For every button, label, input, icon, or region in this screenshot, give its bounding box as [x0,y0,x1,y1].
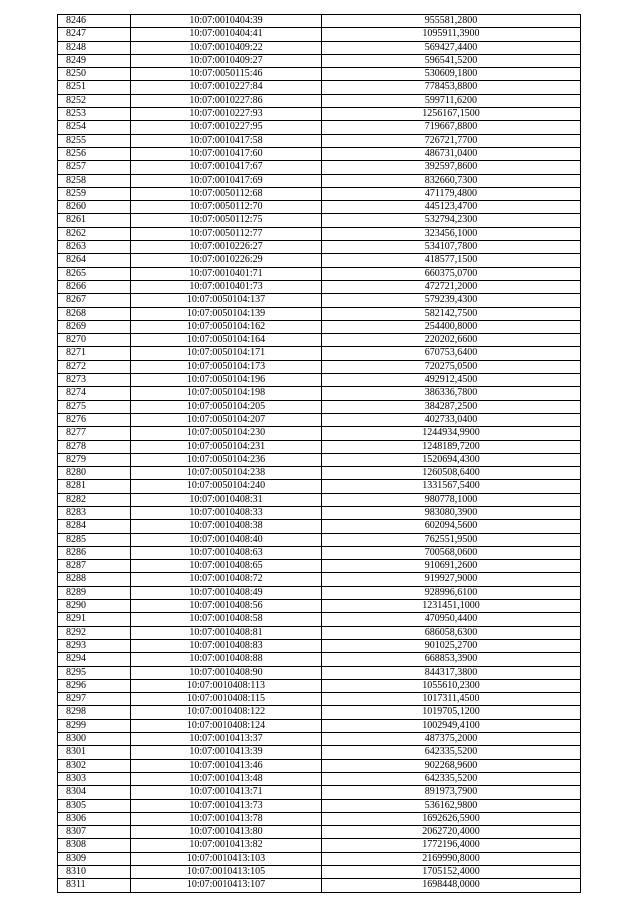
cadastral-number-cell: 10:07:0010413:48 [131,772,322,785]
cadastral-number-cell: 10:07:0010408:122 [131,706,322,719]
cadastral-value-cell: 254400,8000 [322,320,581,333]
table-row [58,467,581,480]
cadastral-value-cell: 762551,9500 [322,533,581,546]
cadastral-number-cell: 10:07:0010408:56 [131,600,322,613]
table-row [58,147,581,160]
row-number-cell: 8280 [58,467,131,480]
row-number-cell: 8257 [58,161,131,174]
cadastral-number-cell: 10:07:0010408:115 [131,693,322,706]
cadastral-number-cell: 10:07:0050104:240 [131,480,322,493]
row-number-cell: 8249 [58,54,131,67]
table-row [58,387,581,400]
row-number-cell: 8265 [58,267,131,280]
table-row [58,733,581,746]
row-number-cell: 8256 [58,147,131,160]
cadastral-number-cell: 10:07:0010413:107 [131,879,322,892]
cadastral-value-cell: 1231451,1000 [322,600,581,613]
cadastral-number-cell: 10:07:0010226:29 [131,254,322,267]
row-number-cell: 8255 [58,134,131,147]
cadastral-value-cell: 668853,3900 [322,653,581,666]
cadastral-number-cell: 10:07:0050104:205 [131,400,322,413]
table-row [58,241,581,254]
cadastral-value-cell: 445123,4700 [322,201,581,214]
cadastral-number-cell: 10:07:0010408:31 [131,493,322,506]
table-row [58,280,581,293]
table-row [58,826,581,839]
table-row [58,294,581,307]
row-number-cell: 8262 [58,227,131,240]
row-number-cell: 8297 [58,693,131,706]
row-number-cell: 8311 [58,879,131,892]
table-row [58,174,581,187]
row-number-cell: 8291 [58,613,131,626]
cadastral-value-cell: 1698448,0000 [322,879,581,892]
row-number-cell: 8273 [58,374,131,387]
cadastral-number-cell: 10:07:0010408:124 [131,719,322,732]
row-number-cell: 8299 [58,719,131,732]
cadastral-number-cell: 10:07:0010413:105 [131,866,322,879]
table-body [58,15,581,893]
row-number-cell: 8306 [58,812,131,825]
row-number-cell: 8289 [58,586,131,599]
cadastral-value-cell: 384287,2500 [322,400,581,413]
row-number-cell: 8295 [58,666,131,679]
row-number-cell: 8294 [58,653,131,666]
cadastral-number-cell: 10:07:0010409:27 [131,54,322,67]
cadastral-number-cell: 10:07:0010404:41 [131,28,322,41]
table-row [58,427,581,440]
row-number-cell: 8254 [58,121,131,134]
row-number-cell: 8282 [58,493,131,506]
table-row [58,54,581,67]
cadastral-number-cell: 10:07:0050104:137 [131,294,322,307]
cadastral-value-cell: 642335,5200 [322,772,581,785]
cadastral-value-cell: 778453,8800 [322,81,581,94]
cadastral-number-cell: 10:07:0010417:69 [131,174,322,187]
cadastral-value-cell: 686058,6300 [322,626,581,639]
cadastral-number-cell: 10:07:0050115:46 [131,68,322,81]
table-row [58,267,581,280]
cadastral-number-cell: 10:07:0050104:207 [131,413,322,426]
table-row [58,81,581,94]
row-number-cell: 8264 [58,254,131,267]
table-row [58,413,581,426]
cadastral-value-cell: 980778,1000 [322,493,581,506]
row-number-cell: 8286 [58,546,131,559]
cadastral-number-cell: 10:07:0050104:173 [131,360,322,373]
cadastral-number-cell: 10:07:0050104:171 [131,347,322,360]
cadastral-number-cell: 10:07:0010408:83 [131,639,322,652]
cadastral-value-cell: 844317,3800 [322,666,581,679]
cadastral-number-cell: 10:07:0010404:39 [131,15,322,28]
row-number-cell: 8307 [58,826,131,839]
cadastral-number-cell: 10:07:0010413:103 [131,852,322,865]
cadastral-value-cell: 1331567,5400 [322,480,581,493]
cadastral-number-cell: 10:07:0050104:196 [131,374,322,387]
table-row [58,41,581,54]
table-row [58,227,581,240]
cadastral-value-cell: 1055610,2300 [322,679,581,692]
cadastral-number-cell: 10:07:0050104:230 [131,427,322,440]
table-row [58,453,581,466]
table-row [58,653,581,666]
cadastral-number-cell: 10:07:0010413:82 [131,839,322,852]
table-row [58,600,581,613]
cadastral-value-cell: 910691,2600 [322,560,581,573]
cadastral-value-cell: 832660,7300 [322,174,581,187]
table-row [58,866,581,879]
cadastral-value-cell: 1095911,3900 [322,28,581,41]
cadastral-value-cell: 1002949,4100 [322,719,581,732]
table-row [58,201,581,214]
row-number-cell: 8246 [58,15,131,28]
table-row [58,187,581,200]
cadastral-value-cell: 1520694,4300 [322,453,581,466]
row-number-cell: 8290 [58,600,131,613]
cadastral-value-cell: 602094,5600 [322,520,581,533]
row-number-cell: 8261 [58,214,131,227]
cadastral-value-cell: 582142,7500 [322,307,581,320]
row-number-cell: 8300 [58,733,131,746]
table-row [58,360,581,373]
cadastral-value-cell: 891973,7900 [322,786,581,799]
cadastral-number-cell: 10:07:0010401:71 [131,267,322,280]
cadastral-value-cell: 2169990,8000 [322,852,581,865]
cadastral-value-cell: 471179,4800 [322,187,581,200]
table-row [58,679,581,692]
cadastral-number-cell: 10:07:0010226:27 [131,241,322,254]
table-row [58,214,581,227]
cadastral-number-cell: 10:07:0010408:38 [131,520,322,533]
row-number-cell: 8288 [58,573,131,586]
cadastral-value-cell: 2062720,4000 [322,826,581,839]
cadastral-value-cell: 660375,0700 [322,267,581,280]
cadastral-number-cell: 10:07:0050112:68 [131,187,322,200]
cadastral-value-cell: 418577,1500 [322,254,581,267]
cadastral-number-cell: 10:07:0010408:33 [131,506,322,519]
cadastral-number-cell: 10:07:0010413:80 [131,826,322,839]
table-row [58,746,581,759]
table-row [58,613,581,626]
cadastral-value-cell: 726721,7700 [322,134,581,147]
row-number-cell: 8298 [58,706,131,719]
row-number-cell: 8259 [58,187,131,200]
cadastral-value-table [57,14,581,893]
table-row [58,506,581,519]
cadastral-number-cell: 10:07:0010413:78 [131,812,322,825]
table-row [58,68,581,81]
table-row [58,121,581,134]
row-number-cell: 8301 [58,746,131,759]
table-row [58,786,581,799]
cadastral-number-cell: 10:07:0010413:39 [131,746,322,759]
cadastral-value-cell: 487375,2000 [322,733,581,746]
table-row [58,639,581,652]
row-number-cell: 8250 [58,68,131,81]
cadastral-value-cell: 955581,2800 [322,15,581,28]
table-row [58,626,581,639]
table-row [58,161,581,174]
table-row [58,520,581,533]
row-number-cell: 8271 [58,347,131,360]
table-row [58,307,581,320]
row-number-cell: 8303 [58,772,131,785]
row-number-cell: 8253 [58,108,131,121]
cadastral-value-cell: 642335,5200 [322,746,581,759]
cadastral-number-cell: 10:07:0010409:22 [131,41,322,54]
table-row [58,560,581,573]
cadastral-number-cell: 10:07:0010413:46 [131,759,322,772]
cadastral-number-cell: 10:07:0010408:81 [131,626,322,639]
cadastral-number-cell: 10:07:0010408:65 [131,560,322,573]
table-row [58,400,581,413]
row-number-cell: 8304 [58,786,131,799]
table-row [58,719,581,732]
table-row [58,533,581,546]
row-number-cell: 8251 [58,81,131,94]
table-row [58,666,581,679]
table-row [58,839,581,852]
row-number-cell: 8247 [58,28,131,41]
cadastral-number-cell: 10:07:0010417:67 [131,161,322,174]
cadastral-number-cell: 10:07:0050104:236 [131,453,322,466]
row-number-cell: 8260 [58,201,131,214]
cadastral-value-cell: 579239,4300 [322,294,581,307]
cadastral-value-cell: 532794,2300 [322,214,581,227]
row-number-cell: 8308 [58,839,131,852]
table-row [58,334,581,347]
table-row [58,493,581,506]
table-row [58,812,581,825]
row-number-cell: 8272 [58,360,131,373]
cadastral-number-cell: 10:07:0010408:72 [131,573,322,586]
cadastral-number-cell: 10:07:0050104:231 [131,440,322,453]
cadastral-value-cell: 472721,2000 [322,280,581,293]
cadastral-number-cell: 10:07:0010401:73 [131,280,322,293]
table-row [58,94,581,107]
cadastral-value-cell: 700568,0600 [322,546,581,559]
cadastral-value-cell: 919927,9000 [322,573,581,586]
cadastral-value-cell: 1017311,4500 [322,693,581,706]
table-row [58,546,581,559]
cadastral-value-cell: 1256167,1500 [322,108,581,121]
row-number-cell: 8302 [58,759,131,772]
row-number-cell: 8292 [58,626,131,639]
row-number-cell: 8296 [58,679,131,692]
row-number-cell: 8305 [58,799,131,812]
cadastral-value-cell: 1705152,4000 [322,866,581,879]
cadastral-value-cell: 1772196,4000 [322,839,581,852]
table-row [58,852,581,865]
cadastral-value-cell: 596541,5200 [322,54,581,67]
cadastral-value-cell: 1692626,5900 [322,812,581,825]
cadastral-value-cell: 1244934,9900 [322,427,581,440]
table-row [58,759,581,772]
cadastral-value-cell: 670753,6400 [322,347,581,360]
cadastral-number-cell: 10:07:0050104:162 [131,320,322,333]
cadastral-value-cell: 1019705,1200 [322,706,581,719]
row-number-cell: 8277 [58,427,131,440]
table-row [58,879,581,892]
row-number-cell: 8267 [58,294,131,307]
cadastral-value-cell: 719667,8800 [322,121,581,134]
cadastral-value-cell: 220202,6600 [322,334,581,347]
cadastral-number-cell: 10:07:0010408:63 [131,546,322,559]
cadastral-number-cell: 10:07:0050104:238 [131,467,322,480]
cadastral-number-cell: 10:07:0010227:86 [131,94,322,107]
cadastral-value-cell: 486731,0400 [322,147,581,160]
row-number-cell: 8285 [58,533,131,546]
row-number-cell: 8293 [58,639,131,652]
cadastral-value-cell: 492912,4500 [322,374,581,387]
cadastral-value-cell: 536162,9800 [322,799,581,812]
table-row [58,254,581,267]
row-number-cell: 8268 [58,307,131,320]
cadastral-number-cell: 10:07:0010408:88 [131,653,322,666]
cadastral-number-cell: 10:07:0010408:58 [131,613,322,626]
table-row [58,693,581,706]
table-row [58,772,581,785]
row-number-cell: 8248 [58,41,131,54]
cadastral-value-cell: 983080,3900 [322,506,581,519]
row-number-cell: 8281 [58,480,131,493]
cadastral-value-cell: 599711,6200 [322,94,581,107]
cadastral-value-cell: 928996,6100 [322,586,581,599]
table-row [58,28,581,41]
table-row [58,586,581,599]
row-number-cell: 8275 [58,400,131,413]
cadastral-number-cell: 10:07:0010227:84 [131,81,322,94]
row-number-cell: 8252 [58,94,131,107]
cadastral-value-cell: 323456,1000 [322,227,581,240]
table-row [58,320,581,333]
table-row [58,374,581,387]
table-row [58,108,581,121]
row-number-cell: 8276 [58,413,131,426]
row-number-cell: 8287 [58,560,131,573]
row-number-cell: 8279 [58,453,131,466]
cadastral-number-cell: 10:07:0050104:198 [131,387,322,400]
cadastral-value-cell: 386336,7800 [322,387,581,400]
table-row [58,347,581,360]
row-number-cell: 8283 [58,506,131,519]
table-row [58,440,581,453]
row-number-cell: 8263 [58,241,131,254]
cadastral-number-cell: 10:07:0050112:77 [131,227,322,240]
cadastral-value-cell: 1248189,7200 [322,440,581,453]
cadastral-number-cell: 10:07:0050112:75 [131,214,322,227]
cadastral-value-cell: 402733,0400 [322,413,581,426]
cadastral-number-cell: 10:07:0010417:60 [131,147,322,160]
cadastral-number-cell: 10:07:0010408:40 [131,533,322,546]
row-number-cell: 8270 [58,334,131,347]
cadastral-number-cell: 10:07:0010413:73 [131,799,322,812]
cadastral-number-cell: 10:07:0010227:93 [131,108,322,121]
cadastral-value-cell: 901025,2700 [322,639,581,652]
row-number-cell: 8284 [58,520,131,533]
cadastral-number-cell: 10:07:0010408:49 [131,586,322,599]
cadastral-value-cell: 720275,0500 [322,360,581,373]
cadastral-number-cell: 10:07:0050104:164 [131,334,322,347]
table-row [58,480,581,493]
table-row [58,706,581,719]
row-number-cell: 8269 [58,320,131,333]
cadastral-number-cell: 10:07:0050104:139 [131,307,322,320]
cadastral-number-cell: 10:07:0010413:37 [131,733,322,746]
table-row [58,15,581,28]
cadastral-value-cell: 530609,1800 [322,68,581,81]
cadastral-value-cell: 569427,4400 [322,41,581,54]
cadastral-number-cell: 10:07:0010417:58 [131,134,322,147]
row-number-cell: 8258 [58,174,131,187]
row-number-cell: 8278 [58,440,131,453]
cadastral-number-cell: 10:07:0010227:95 [131,121,322,134]
row-number-cell: 8266 [58,280,131,293]
cadastral-value-cell: 1260508,6400 [322,467,581,480]
cadastral-value-cell: 470950,4400 [322,613,581,626]
table-row [58,799,581,812]
row-number-cell: 8274 [58,387,131,400]
cadastral-number-cell: 10:07:0010413:71 [131,786,322,799]
cadastral-value-cell: 902268,9600 [322,759,581,772]
cadastral-value-cell: 534107,7800 [322,241,581,254]
cadastral-number-cell: 10:07:0010408:90 [131,666,322,679]
cadastral-number-cell: 10:07:0050112:70 [131,201,322,214]
table-row [58,573,581,586]
row-number-cell: 8309 [58,852,131,865]
row-number-cell: 8310 [58,866,131,879]
cadastral-number-cell: 10:07:0010408:113 [131,679,322,692]
cadastral-value-cell: 392597,8600 [322,161,581,174]
table-row [58,134,581,147]
